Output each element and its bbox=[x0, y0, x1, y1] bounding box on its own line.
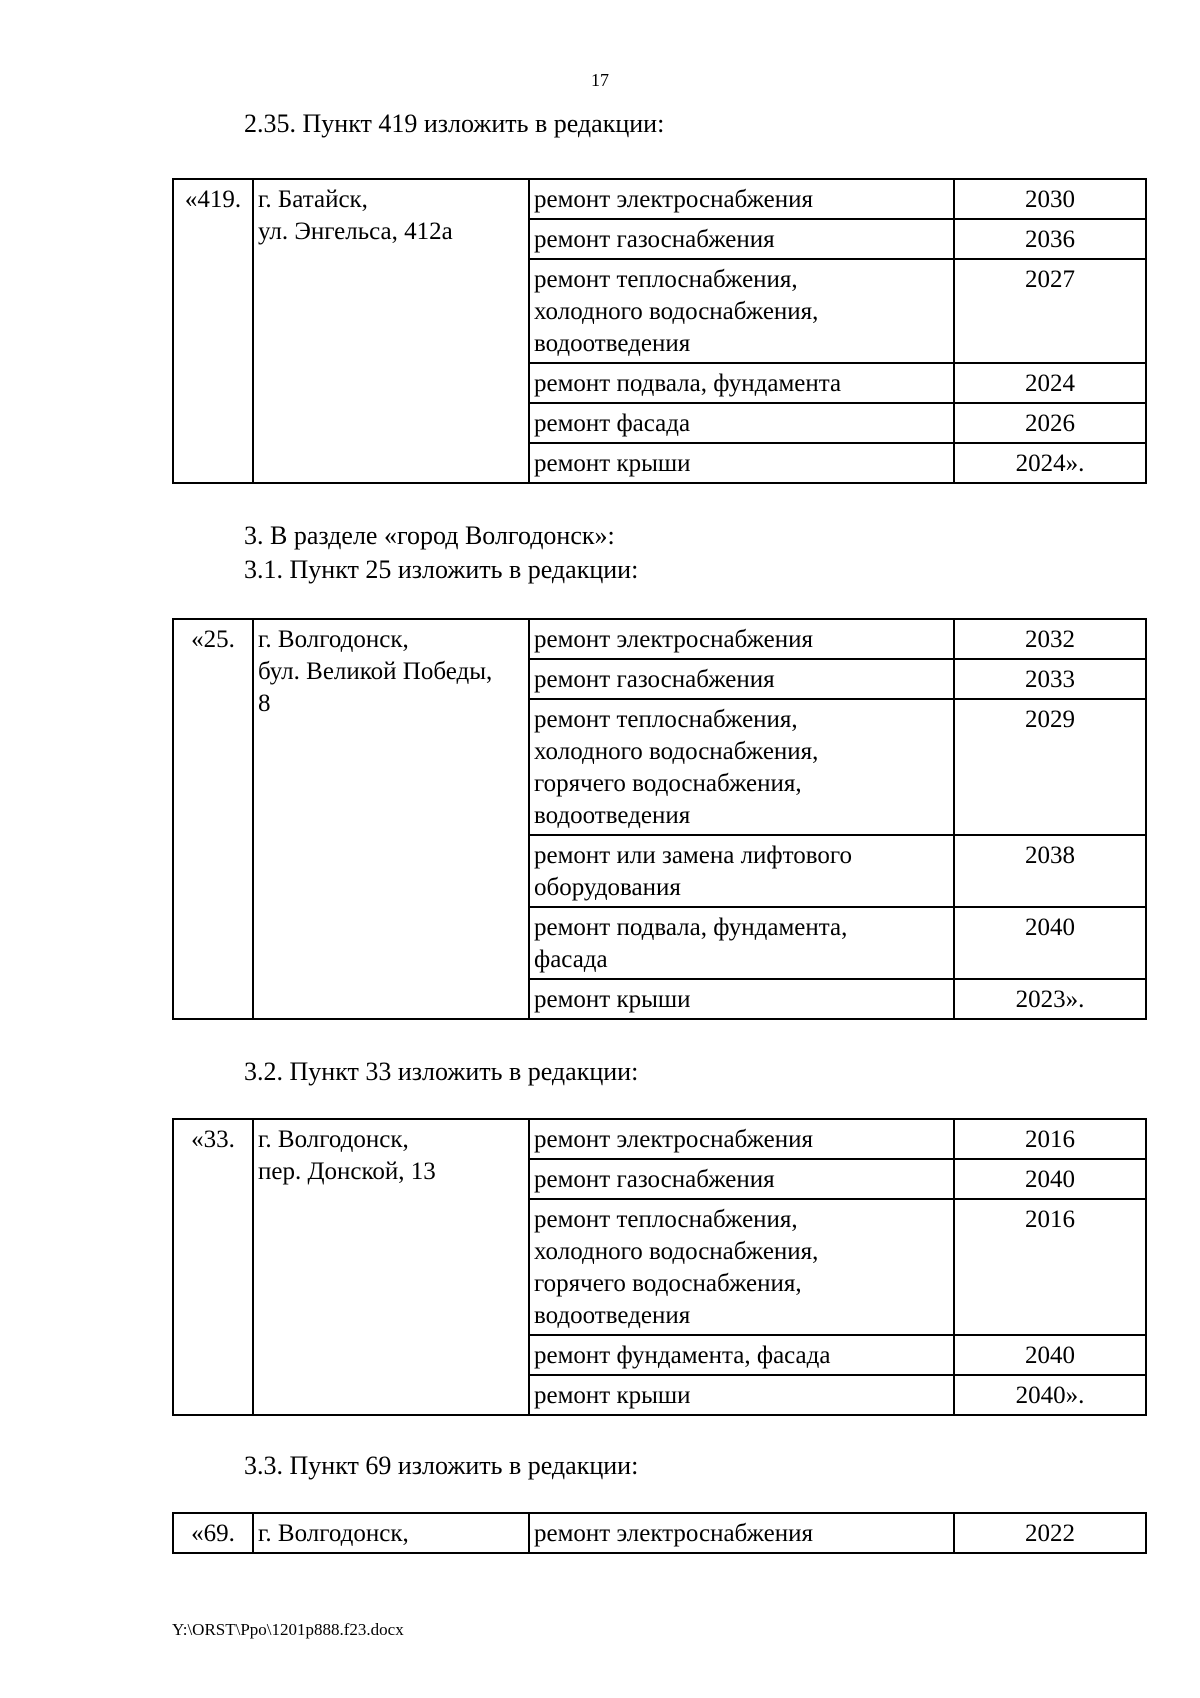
work-year: 2040 bbox=[954, 1335, 1146, 1375]
paragraph-section-3: 3. В разделе «город Волгодонск»: bbox=[244, 521, 615, 550]
table-row bbox=[173, 1513, 1146, 1553]
item-address: г. Волгодонск, бул. Великой Победы, 8 bbox=[253, 619, 529, 1019]
work-year: 2029 bbox=[954, 699, 1146, 835]
item-number: «33. bbox=[173, 1119, 253, 1415]
work-year: 2026 bbox=[954, 403, 1146, 443]
work-year: 2024 bbox=[954, 363, 1146, 403]
table-item-419 bbox=[172, 178, 1147, 484]
table-item-69 bbox=[172, 1512, 1147, 1554]
work-type: ремонт фасада bbox=[529, 403, 954, 443]
work-type: ремонт теплоснабжения, холодного водоснабжения, водоотведения bbox=[529, 259, 954, 363]
paragraph-3-3: 3.3. Пункт 69 изложить в редакции: bbox=[244, 1451, 639, 1480]
work-year: 2040 bbox=[954, 907, 1146, 979]
page-number: 17 bbox=[591, 70, 609, 90]
work-year: 2016 bbox=[954, 1199, 1146, 1335]
work-type: ремонт теплоснабжения, холодного водоснабжения, горячего водоснабжения, водоотведения bbox=[529, 1199, 954, 1335]
work-type: ремонт газоснабжения bbox=[529, 219, 954, 259]
item-number: «69. bbox=[173, 1513, 253, 1553]
work-year: 2036 bbox=[954, 219, 1146, 259]
work-year: 2033 bbox=[954, 659, 1146, 699]
work-year: 2040 bbox=[954, 1159, 1146, 1199]
work-type: ремонт электроснабжения bbox=[529, 1119, 954, 1159]
table-item-33 bbox=[172, 1118, 1147, 1416]
table-row bbox=[173, 179, 1146, 219]
work-type: ремонт электроснабжения bbox=[529, 179, 954, 219]
work-type: ремонт или замена лифтового оборудования bbox=[529, 835, 954, 907]
item-address: г. Волгодонск, пер. Донской, 13 bbox=[253, 1119, 529, 1415]
item-address: г. Волгодонск, bbox=[253, 1513, 529, 1553]
work-type: ремонт электроснабжения bbox=[529, 619, 954, 659]
work-year: 2027 bbox=[954, 259, 1146, 363]
work-type: ремонт фундамента, фасада bbox=[529, 1335, 954, 1375]
work-year: 2040». bbox=[954, 1375, 1146, 1415]
work-year: 2023». bbox=[954, 979, 1146, 1019]
work-year: 2030 bbox=[954, 179, 1146, 219]
work-year: 2016 bbox=[954, 1119, 1146, 1159]
item-address: г. Батайск, ул. Энгельса, 412а bbox=[253, 179, 529, 483]
item-number: «25. bbox=[173, 619, 253, 1019]
work-type: ремонт газоснабжения bbox=[529, 1159, 954, 1199]
paragraph-3-1: 3.1. Пункт 25 изложить в редакции: bbox=[244, 555, 639, 584]
work-year: 2022 bbox=[954, 1513, 1146, 1553]
item-number: «419. bbox=[173, 179, 253, 483]
work-type: ремонт теплоснабжения, холодного водоснабжения, горячего водоснабжения, водоотведения bbox=[529, 699, 954, 835]
work-type: ремонт подвала, фундамента, фасада bbox=[529, 907, 954, 979]
table-row bbox=[173, 619, 1146, 659]
work-type: ремонт крыши bbox=[529, 1375, 954, 1415]
work-type: ремонт крыши bbox=[529, 979, 954, 1019]
work-year: 2038 bbox=[954, 835, 1146, 907]
work-type: ремонт крыши bbox=[529, 443, 954, 483]
table-row bbox=[173, 1119, 1146, 1159]
paragraph-2-35: 2.35. Пункт 419 изложить в редакции: bbox=[244, 109, 665, 138]
work-year: 2024». bbox=[954, 443, 1146, 483]
paragraph-3-2: 3.2. Пункт 33 изложить в редакции: bbox=[244, 1057, 639, 1086]
footer-file-path: Y:\ORST\Ppo\1201p888.f23.docx bbox=[172, 1620, 404, 1639]
table-item-25 bbox=[172, 618, 1147, 1020]
work-type: ремонт электроснабжения bbox=[529, 1513, 954, 1553]
work-type: ремонт подвала, фундамента bbox=[529, 363, 954, 403]
work-type: ремонт газоснабжения bbox=[529, 659, 954, 699]
work-year: 2032 bbox=[954, 619, 1146, 659]
